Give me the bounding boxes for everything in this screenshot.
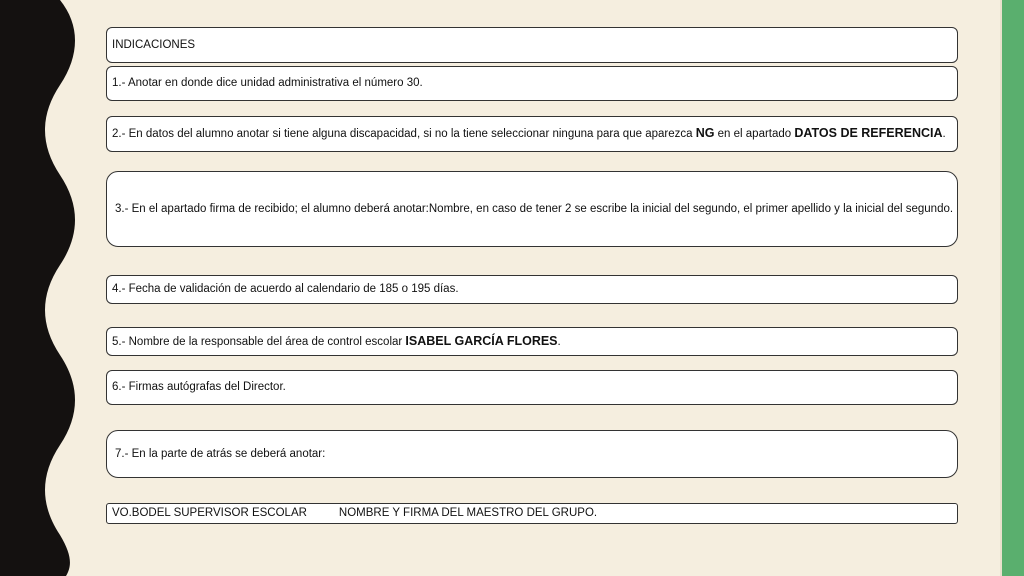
left-wave-decoration (0, 0, 90, 576)
instruction-2 (106, 116, 958, 152)
instruction-7 (106, 430, 958, 478)
ng-code: NG (695, 126, 715, 141)
instruction-3 (106, 171, 958, 247)
instruction-3-text: 3.- En el apartado firma de recibido; el alumno deberá anotar:Nombre, en caso de tener 2 se escribe la inicial del segundo, el primer apellido y la inicial del segundo. (115, 202, 954, 215)
datos-referencia: DATOS DE REFERENCIA (794, 126, 943, 141)
instruction-5 (106, 327, 958, 356)
instruction-5-text: 5.- Nombre de la responsable del área de control escolar ISABEL GARCÍA FLORES. (112, 333, 561, 348)
teacher-label: NOMBRE Y FIRMA DEL MAESTRO DEL GRUPO. (338, 507, 598, 520)
right-green-band (1002, 0, 1024, 576)
footer-signatures (106, 503, 958, 524)
instruction-6-text: 6.- Firmas autógrafas del Director. (112, 381, 286, 394)
instruction-1-text: 1.- Anotar en donde dice unidad administrativa el número 30. (112, 77, 423, 90)
instruction-4 (106, 275, 958, 304)
instruction-7-text: 7.- En la parte de atrás se deberá anotar: (115, 447, 326, 460)
instruction-2-text: 2.- En datos del alumno anotar si tiene alguna discapacidad, si no la tiene seleccionar ninguna para que aparezca NG en el apartado DATOS DE REFERENCIA. (112, 126, 946, 141)
instruction-6 (106, 370, 958, 405)
heading-box (106, 27, 958, 63)
heading-text: INDICACIONES (112, 38, 196, 51)
supervisor-label: VO.BODEL SUPERVISOR ESCOLAR (112, 507, 307, 520)
instruction-4-text: 4.- Fecha de validación de acuerdo al calendario de 185 o 195 días. (112, 283, 459, 296)
responsible-name: ISABEL GARCÍA FLORES (405, 333, 558, 348)
instruction-1 (106, 66, 958, 101)
